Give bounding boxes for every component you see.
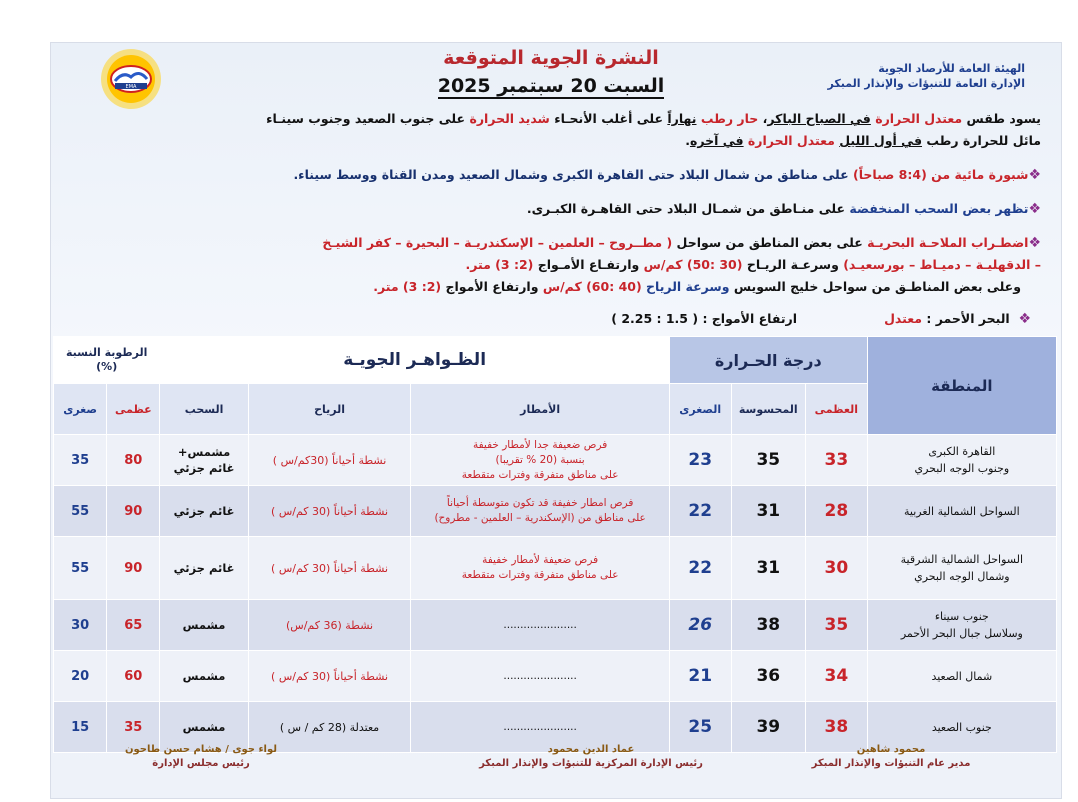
- diamond-bullet-icon: ❖: [1028, 235, 1041, 251]
- diamond-bullet-icon: ❖: [1028, 167, 1041, 183]
- header-wind: الرياح: [248, 384, 411, 435]
- summary-suez: وعلى بعض المناطـق من سواحل خليج السويس وسرعة الرياح (40 :60) كم/س وارتفاع الأمواج (2: 3) متر.: [373, 279, 1021, 294]
- organization-header: [828, 61, 1025, 91]
- summary-clouds: ❖تظهر بعض السحب المنخفضة على منـاطق من شمـال البلاد حتى القاهـرة الكبـرى.: [526, 201, 1041, 217]
- signature-central-head: عماد الدين محمود رئيس الإدارة المركزية للتنبؤات والإنذار المبكر: [479, 744, 703, 769]
- summary-navigation-2: – الدقهليـة – دميـاط – بورسعيـد) وسرعـة الريـاح (30 :50) كم/س وارتفـاع الأمـواج (2: 3) متر.: [465, 257, 1041, 272]
- header-humidity: الرطوبة النسبة (%): [54, 337, 160, 384]
- table-row: السواحل الشمالية الشرقية وشمال الوجه البحري 30 31 22 فرص ضعيفة لأمطار خفيفة على مناطق متفرقة وفترات متقطعة نشطة أحياناً (30 كم/س ) غائم جزئي 90 55: [54, 537, 1057, 600]
- diamond-bullet-icon: ❖: [1028, 201, 1041, 217]
- table-row: شمال الصعيد 34 36 21 ...................... نشطة أحياناً (30 كم/س ) مشمس 60 20: [54, 651, 1057, 702]
- signature-chairman: لواء جوى / هشام حسن طاحون رئيس مجلس الإدارة: [124, 744, 278, 769]
- header-humidity-max: عظمى: [107, 384, 160, 435]
- summary-red-sea: ❖ البحر الأحمر : معتدل ارتفاع الأمواج : ( 1.5 : 2.25 ): [611, 311, 1031, 327]
- bulletin-date: السبت 20 سبتمبر 2025: [437, 75, 665, 97]
- header-max: العظمى: [806, 384, 868, 435]
- signature-director: محمود شاهين مدير عام التنبؤات والإنذار المبكر: [811, 744, 971, 769]
- header-feels-like: المحسوسة: [731, 384, 805, 435]
- header-clouds: السحب: [160, 384, 248, 435]
- table-row: جنوب الصعيد 38 39 25 ...................... معتدلة (28 كم / س ) مشمس 35 15: [54, 702, 1057, 753]
- summary-navigation-1: ❖اضطـراب الملاحـة البحريـة على بعض المناطق من سواحل ( مطــروح – العلمين – الإسكندريـة – البحيرة – كفر الشيـخ: [322, 235, 1041, 251]
- header-min: الصغرى: [669, 384, 731, 435]
- org-line-1: الهيئة العامة للأرصاد الجوية: [878, 62, 1025, 75]
- bulletin-sheet: [50, 42, 1062, 799]
- bulletin-title: النشرة الجوية المتوقعة: [443, 47, 659, 69]
- header-temperature: درجة الحـرارة: [669, 337, 867, 384]
- svg-text:EMA: EMA: [125, 84, 137, 90]
- table-row: جنوب سيناء وسلاسل جبال البحر الأحمر 35 38 26 ...................... نشطة (36 كم/س) مشمس 65 30: [54, 600, 1057, 651]
- header-rain: الأمطار: [411, 384, 669, 435]
- header-region: المنطقة: [867, 337, 1056, 435]
- ema-logo: [85, 47, 177, 111]
- summary-line-1: يسود طقس معتدل الحرارة في الصباح الباكر، حار رطب نهاراً على أغلب الأنحـاء شديد الحرارة على جنوب الصعيد وجنوب سينـاء: [266, 111, 1041, 126]
- diamond-bullet-icon: ❖: [1018, 311, 1031, 327]
- table-row: السواحل الشمالية الغربية 28 31 22 فرص امطار خفيفة قد تكون متوسطة أحياناً على مناطق من (الإسكندرية – العلمين - مطروح) نشطة أحياناً (30 كم/س ) غائم جزئي 90 55: [54, 486, 1057, 537]
- summary-fog: ❖شبورة مائية من (8:4 صباحاً) على مناطق من شمال البلاد حتى القاهرة الكبرى وشمال الصعيد ومدن القناة ووسط سيناء.: [293, 167, 1041, 183]
- forecast-table: [53, 336, 1057, 753]
- summary-line-2: مائل للحرارة رطب في أول الليل معتدل الحرارة في آخره.: [685, 133, 1041, 148]
- header-weather: الظـواهـر الجويـة: [160, 337, 669, 384]
- table-row: القاهرة الكبرى وجنوب الوجه البحري 33 35 23 فرص ضعيفة جدا لأمطار خفيفة بنسبة (20 % تقريبا) على مناطق متفرقة وفترات متقطعة نشطة أحياناً (30كم/س ) مشمس+ غائم جزئي 80 35: [54, 435, 1057, 486]
- org-line-2: الإدارة العامة للتنبؤات والإنذار المبكر: [827, 77, 1025, 90]
- header-humidity-min: صغرى: [54, 384, 107, 435]
